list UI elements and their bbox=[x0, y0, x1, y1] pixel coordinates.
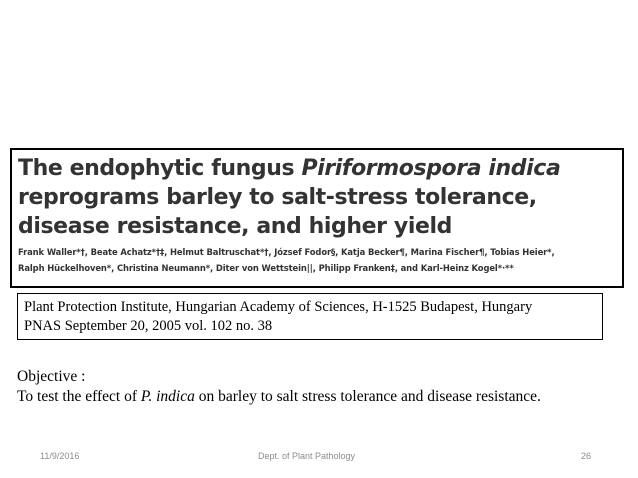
objective-text-prefix: To test the effect of bbox=[17, 388, 141, 405]
affiliation-box bbox=[17, 293, 603, 340]
footer-page-number: 26 bbox=[581, 451, 592, 461]
objective-species: P. indica bbox=[140, 388, 195, 405]
paper-title-species: Piriformospora indica bbox=[301, 156, 561, 181]
objective-text-suffix: on barley to salt stress tolerance and disease resistance. bbox=[194, 388, 541, 405]
paper-title bbox=[18, 154, 616, 241]
authors-line-1: Frank Waller*†, Beate Achatz*†‡, Helmut Baltruschat*†, József Fodor§, Katja Becker¶, Marina Fischer¶, Tobias Heier*, bbox=[18, 247, 555, 257]
paper-authors bbox=[18, 244, 616, 276]
authors-line-2: Ralph Hückelhoven*, Christina Neumann*, Diter von Wettstein||, Philipp Franken‡, and Karl-Heinz Kogel*·** bbox=[18, 263, 514, 273]
objective-text bbox=[17, 387, 632, 407]
affiliation-citation: PNAS September 20, 2005 vol. 102 no. 38 bbox=[24, 318, 273, 334]
paper-title-prefix: The endophytic fungus bbox=[18, 156, 302, 181]
paper-title-line-3: disease resistance, and higher yield bbox=[18, 214, 452, 239]
footer-department: Dept. of Plant Pathology bbox=[258, 451, 356, 461]
paper-title-line-2: reprograms barley to salt-stress tolerance, bbox=[18, 185, 537, 210]
paper-title-line-1 bbox=[18, 154, 616, 183]
objective-section bbox=[17, 367, 632, 407]
objective-heading: Objective : bbox=[17, 368, 86, 385]
footer-date: 11/9/2016 bbox=[40, 451, 80, 461]
paper-header-box bbox=[10, 148, 624, 288]
affiliation-institute: Plant Protection Institute, Hungarian Academy of Sciences, H-1525 Budapest, Hungary bbox=[24, 299, 533, 315]
